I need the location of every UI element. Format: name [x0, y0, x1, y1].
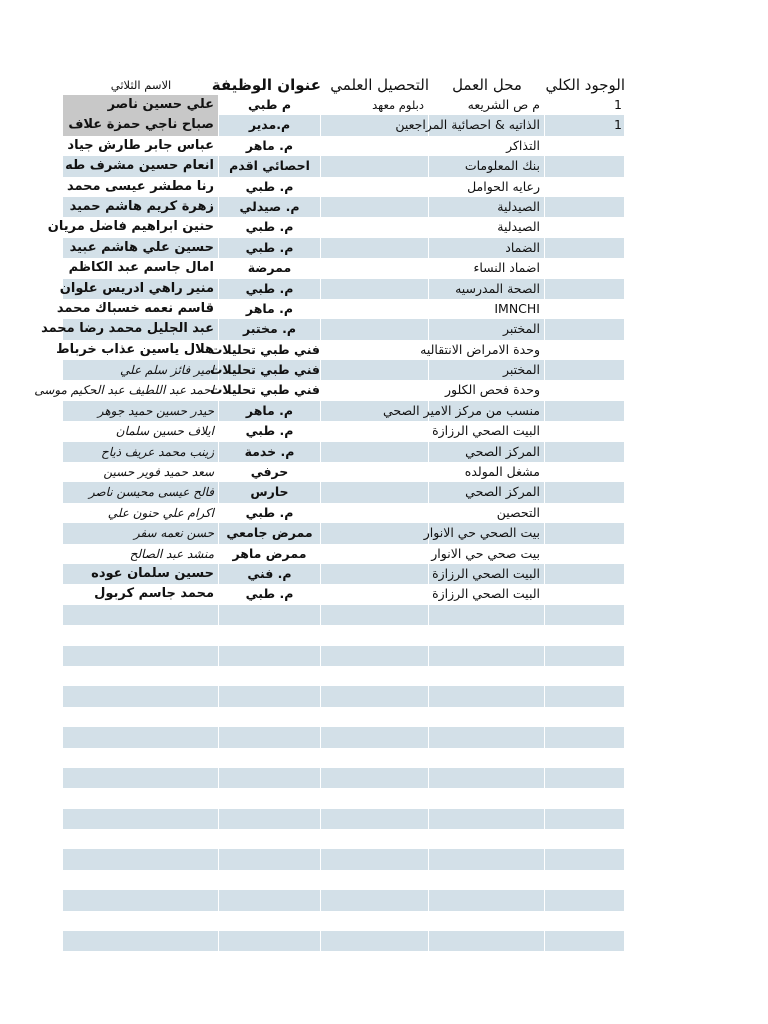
workplace-cell[interactable]	[429, 727, 545, 747]
qualification-cell[interactable]	[321, 768, 429, 788]
title-cell[interactable]: م. طبي	[219, 217, 321, 237]
count-cell[interactable]	[545, 911, 625, 931]
table-row	[63, 503, 625, 523]
name-cell[interactable]	[63, 686, 219, 706]
title-cell[interactable]: م. طبي	[219, 279, 321, 299]
name-cell[interactable]	[63, 788, 219, 808]
count-cell[interactable]	[545, 605, 625, 625]
name-cell[interactable]: امير فائز سلم علي	[63, 360, 219, 380]
title-cell[interactable]	[219, 748, 321, 768]
workplace-cell[interactable]	[429, 625, 545, 645]
qualification-cell[interactable]	[321, 911, 429, 931]
table-row	[63, 136, 625, 156]
title-cell[interactable]: م. ماهر	[219, 136, 321, 156]
header-qualification[interactable]: التحصيل العلمي	[330, 76, 429, 94]
title-cell[interactable]	[219, 666, 321, 686]
title-cell[interactable]: فني طبي تحليلات	[219, 380, 321, 400]
workplace-cell[interactable]: المختبر	[429, 319, 545, 339]
title-cell[interactable]: ممرض جامعي	[219, 523, 321, 543]
count-cell[interactable]	[545, 401, 625, 421]
workplace-cell[interactable]: البيت الصحي الرزازة	[429, 584, 545, 604]
count-cell[interactable]	[545, 319, 625, 339]
count-cell[interactable]	[545, 156, 625, 176]
name-cell[interactable]: حنين ابراهيم فاضل مريان	[63, 217, 219, 237]
table-row	[56, 299, 625, 319]
workplace-cell[interactable]	[429, 911, 545, 931]
workplace-cell[interactable]	[429, 707, 545, 727]
qualification-cell[interactable]	[321, 156, 429, 176]
name-cell[interactable]: فالح عيسى محيسن ناصر	[63, 482, 219, 502]
qualification-cell[interactable]	[321, 686, 429, 706]
name-cell[interactable]: هلال ياسين عذاب خرباط	[63, 340, 219, 360]
qualification-cell[interactable]	[321, 299, 429, 319]
title-cell[interactable]: م. طبي	[219, 584, 321, 604]
spreadsheet	[34, 72, 625, 951]
name-cell[interactable]	[63, 768, 219, 788]
name-cell[interactable]: رنا مطشر عيسى محمد	[63, 177, 219, 197]
count-value: 1	[614, 117, 622, 133]
qualification-cell[interactable]	[321, 523, 429, 543]
qualification-cell[interactable]	[321, 564, 429, 584]
name-cell[interactable]: عبد الجليل محمد رضا محمد	[63, 319, 219, 339]
name-cell[interactable]	[63, 911, 219, 931]
workplace-cell[interactable]	[429, 768, 545, 788]
name-cell[interactable]: سعد حميد فوير حسين	[63, 462, 219, 482]
table-row	[63, 686, 625, 706]
workplace-cell[interactable]	[429, 666, 545, 686]
name-cell[interactable]: احمد عبد اللطيف عبد الحكيم موسى	[63, 380, 219, 400]
workplace-cell[interactable]: رعايه الحوامل	[429, 177, 545, 197]
count-cell[interactable]	[545, 829, 625, 849]
qualification-cell[interactable]	[321, 177, 429, 197]
workplace-cell[interactable]	[429, 931, 545, 951]
title-cell[interactable]	[219, 768, 321, 788]
table-row	[63, 115, 625, 135]
qualification-cell[interactable]	[321, 829, 429, 849]
name-cell[interactable]	[63, 748, 219, 768]
table-row	[63, 646, 625, 666]
count-cell[interactable]	[545, 442, 625, 462]
table-row	[63, 360, 625, 380]
name-cell[interactable]	[63, 605, 219, 625]
qualification-cell[interactable]	[321, 625, 429, 645]
count-cell[interactable]	[545, 890, 625, 910]
name-cell[interactable]	[63, 870, 219, 890]
count-cell[interactable]	[545, 727, 625, 747]
name-cell[interactable]: صباح ناجي حمزة علاف	[63, 115, 219, 135]
count-cell[interactable]	[545, 625, 625, 645]
table-row	[63, 727, 625, 747]
qualification-cell[interactable]	[321, 503, 429, 523]
qualification-cell[interactable]	[321, 870, 429, 890]
count-cell[interactable]	[545, 788, 625, 808]
count-cell[interactable]	[545, 299, 625, 319]
count-cell[interactable]	[545, 931, 625, 951]
title-cell[interactable]: فني طبي تحليلات	[219, 340, 321, 360]
qualification-cell[interactable]	[321, 380, 429, 400]
workplace-cell[interactable]	[429, 686, 545, 706]
name-cell[interactable]: حسين سلمان عوده	[63, 564, 219, 584]
table-row	[34, 380, 625, 400]
name-cell[interactable]: زهرة كريم هاشم حميد	[63, 197, 219, 217]
header-title[interactable]: عنوان الوظيفة	[211, 76, 321, 94]
title-cell[interactable]: فني طبي تحليلات	[219, 360, 321, 380]
workplace-cell[interactable]: البيت الصحي الرزازة	[429, 421, 545, 441]
qualification-cell[interactable]	[321, 809, 429, 829]
table-row	[63, 442, 625, 462]
count-cell[interactable]	[545, 380, 625, 400]
name-cell[interactable]: اكرام علي حنون علي	[63, 503, 219, 523]
title-cell[interactable]	[219, 686, 321, 706]
table-row	[63, 707, 625, 727]
title-cell[interactable]	[219, 829, 321, 849]
workplace-cell[interactable]	[429, 890, 545, 910]
table-row	[59, 279, 625, 299]
workplace-cell[interactable]: الصيدلية	[429, 217, 545, 237]
name-cell[interactable]: زينب محمد عريف ذياح	[63, 442, 219, 462]
workplace-cell[interactable]: الصيدلية	[429, 197, 545, 217]
title-cell[interactable]: م. طبي	[219, 177, 321, 197]
qualification-cell[interactable]	[321, 646, 429, 666]
table-row	[63, 401, 625, 421]
table-row	[63, 177, 625, 197]
table-row	[63, 931, 625, 951]
name-cell[interactable]: ايلاف حسين سلمان	[63, 421, 219, 441]
table-row	[63, 625, 625, 645]
name-cell[interactable]	[63, 849, 219, 869]
count-cell[interactable]	[545, 258, 625, 278]
workplace-cell[interactable]: وحدة الامراض الانتقاليه	[429, 340, 545, 360]
qualification-cell[interactable]	[321, 217, 429, 237]
workplace-cell[interactable]: وحدة فحص الكلور	[429, 380, 545, 400]
table-row	[63, 197, 625, 217]
title-cell[interactable]: م. طبي	[219, 421, 321, 441]
title-cell[interactable]	[219, 809, 321, 829]
name-cell[interactable]: علي حسين ناصر	[63, 95, 219, 115]
name-cell[interactable]	[63, 829, 219, 849]
count-cell[interactable]	[545, 646, 625, 666]
name-cell[interactable]: محمد جاسم كربول	[63, 584, 219, 604]
title-cell[interactable]: م. ماهر	[219, 299, 321, 319]
header-workplace[interactable]: محل العمل	[452, 76, 522, 94]
title-cell[interactable]: م طبي	[219, 95, 321, 115]
workplace-cell[interactable]: المركز الصحي	[429, 442, 545, 462]
table-row	[63, 156, 625, 176]
title-cell[interactable]: م.مدير	[219, 115, 321, 135]
workplace-cell[interactable]: التذاكر	[429, 136, 545, 156]
table-row	[63, 421, 625, 441]
name-cell[interactable]: قاسم نعمه خسباك محمد	[63, 299, 219, 319]
workplace-cell[interactable]	[429, 788, 545, 808]
count-cell[interactable]	[545, 768, 625, 788]
name-cell[interactable]	[63, 646, 219, 666]
qualification-cell[interactable]	[321, 279, 429, 299]
table-row	[56, 340, 625, 360]
workplace-cell[interactable]: بيت صحي حي الانوار	[429, 544, 545, 564]
qualification-cell[interactable]: دبلوم معهد	[321, 95, 429, 115]
workplace-cell[interactable]	[429, 748, 545, 768]
table-row	[63, 911, 625, 931]
workplace-cell[interactable]: مشغل المولده	[429, 462, 545, 482]
qualification-cell[interactable]	[321, 462, 429, 482]
name-cell[interactable]: انعام حسين مشرف طه	[63, 156, 219, 176]
count-value: 1	[614, 97, 622, 112]
table-row	[63, 788, 625, 808]
workplace-cell[interactable]: بنك المعلومات	[429, 156, 545, 176]
title-cell[interactable]: م. طبي	[219, 503, 321, 523]
name-cell[interactable]	[63, 809, 219, 829]
workplace-cell[interactable]: التحصين	[429, 503, 545, 523]
title-cell[interactable]: ممرضة	[219, 258, 321, 278]
table-row	[41, 319, 625, 339]
qualification-cell[interactable]	[321, 707, 429, 727]
table-row	[63, 829, 625, 849]
qualification-cell[interactable]	[321, 849, 429, 869]
table-row	[63, 258, 625, 278]
table-row	[63, 605, 625, 625]
count-cell[interactable]	[545, 462, 625, 482]
name-cell[interactable]: حسين علي هاشم عبيد	[63, 238, 219, 258]
qualification-cell[interactable]	[321, 666, 429, 686]
header-name[interactable]: الاسم الثلاثي	[110, 78, 172, 92]
qualification-cell[interactable]	[321, 421, 429, 441]
title-cell[interactable]: م. صيدلي	[219, 197, 321, 217]
qualification-cell[interactable]	[321, 319, 429, 339]
workplace-cell[interactable]: الضماد	[429, 238, 545, 258]
qualification-cell[interactable]	[321, 544, 429, 564]
title-cell[interactable]	[219, 931, 321, 951]
header-existence[interactable]: الوجود الكلي	[545, 76, 625, 94]
title-cell[interactable]	[219, 911, 321, 931]
name-cell[interactable]	[63, 666, 219, 686]
workplace-cell[interactable]	[429, 646, 545, 666]
title-cell[interactable]: م. فني	[219, 564, 321, 584]
count-cell[interactable]	[545, 95, 625, 115]
workplace-cell[interactable]: الصحة المدرسيه	[429, 279, 545, 299]
qualification-cell[interactable]	[321, 727, 429, 747]
name-cell[interactable]: عباس جابر طارش جياد	[63, 136, 219, 156]
table-row	[63, 584, 625, 604]
qualification-cell[interactable]	[321, 258, 429, 278]
qualification-cell[interactable]	[321, 197, 429, 217]
table-row	[63, 95, 625, 115]
count-cell[interactable]	[545, 177, 625, 197]
workplace-cell[interactable]	[429, 849, 545, 869]
header-row	[63, 72, 625, 95]
qualification-cell[interactable]	[321, 442, 429, 462]
count-cell[interactable]	[545, 870, 625, 890]
workplace-cell[interactable]	[429, 605, 545, 625]
title-cell[interactable]: م. خدمة	[219, 442, 321, 462]
table-row	[63, 768, 625, 788]
name-cell[interactable]	[63, 890, 219, 910]
table-body	[34, 95, 625, 951]
qualification-cell[interactable]	[321, 748, 429, 768]
count-cell[interactable]	[545, 584, 625, 604]
workplace-cell[interactable]: اضماد النساء	[429, 258, 545, 278]
title-cell[interactable]	[219, 646, 321, 666]
qualification-cell[interactable]	[321, 136, 429, 156]
count-cell[interactable]	[545, 279, 625, 299]
name-cell[interactable]: امال جاسم عبد الكاظم	[63, 258, 219, 278]
table-row	[63, 462, 625, 482]
title-cell[interactable]: احصائي اقدم	[219, 156, 321, 176]
title-cell[interactable]	[219, 849, 321, 869]
workplace-cell[interactable]	[429, 870, 545, 890]
title-cell[interactable]: حارس	[219, 482, 321, 502]
title-cell[interactable]	[219, 605, 321, 625]
name-cell[interactable]: منشد عبد الصالح	[63, 544, 219, 564]
count-cell[interactable]	[545, 686, 625, 706]
table-row	[63, 482, 625, 502]
workplace-cell[interactable]: منسب من مركز الامير الصحي	[429, 401, 545, 421]
count-cell[interactable]	[545, 340, 625, 360]
count-cell[interactable]	[545, 666, 625, 686]
workplace-cell[interactable]: المركز الصحي	[429, 482, 545, 502]
title-cell[interactable]: م. طبي	[219, 238, 321, 258]
title-cell[interactable]: م. مختبر	[219, 319, 321, 339]
qualification-cell[interactable]	[321, 890, 429, 910]
table-row	[63, 809, 625, 829]
name-cell[interactable]: حيدر حسين حميد جوهر	[63, 401, 219, 421]
name-cell[interactable]: منير راهي ادريس علوان	[63, 279, 219, 299]
count-cell[interactable]	[545, 217, 625, 237]
workplace-cell[interactable]: م ص الشريعه	[429, 95, 545, 115]
qualification-cell[interactable]	[321, 340, 429, 360]
workplace-cell[interactable]: الذاتيه & احصائية المراجعين	[429, 115, 545, 135]
count-cell[interactable]	[545, 564, 625, 584]
title-cell[interactable]	[219, 870, 321, 890]
count-cell[interactable]	[545, 482, 625, 502]
name-cell[interactable]	[63, 727, 219, 747]
table-row	[63, 748, 625, 768]
count-cell[interactable]	[545, 360, 625, 380]
count-cell[interactable]	[545, 197, 625, 217]
name-cell[interactable]	[63, 931, 219, 951]
qualification-cell[interactable]	[321, 584, 429, 604]
qualification-cell[interactable]	[321, 788, 429, 808]
count-cell[interactable]	[545, 809, 625, 829]
count-cell[interactable]	[545, 238, 625, 258]
count-cell[interactable]	[545, 707, 625, 727]
qualification-cell[interactable]	[321, 238, 429, 258]
count-cell[interactable]	[545, 544, 625, 564]
count-cell[interactable]	[545, 748, 625, 768]
workplace-cell[interactable]: المختبر	[429, 360, 545, 380]
qualification-cell[interactable]	[321, 482, 429, 502]
table-row	[63, 544, 625, 564]
title-cell[interactable]: حرفي	[219, 462, 321, 482]
title-cell[interactable]	[219, 788, 321, 808]
title-cell[interactable]	[219, 727, 321, 747]
table-row	[63, 666, 625, 686]
title-cell[interactable]: ممرض ماهر	[219, 544, 321, 564]
qualification-cell[interactable]	[321, 360, 429, 380]
title-cell[interactable]: م. ماهر	[219, 401, 321, 421]
count-cell[interactable]	[545, 136, 625, 156]
name-cell[interactable]	[63, 625, 219, 645]
count-cell[interactable]	[545, 503, 625, 523]
workplace-cell[interactable]	[429, 809, 545, 829]
count-cell[interactable]	[545, 849, 625, 869]
table-row	[63, 564, 625, 584]
table-row	[63, 849, 625, 869]
count-cell[interactable]	[545, 115, 625, 135]
name-cell[interactable]: حسن نعمه سفر	[63, 523, 219, 543]
workplace-cell[interactable]: IMNCHI	[429, 299, 545, 319]
count-cell[interactable]	[545, 421, 625, 441]
count-cell[interactable]	[545, 523, 625, 543]
workplace-cell[interactable]: بيت الصحي حي الانوار	[429, 523, 545, 543]
title-cell[interactable]	[219, 625, 321, 645]
table-row	[63, 238, 625, 258]
title-cell[interactable]	[219, 707, 321, 727]
qualification-cell[interactable]	[321, 931, 429, 951]
name-cell[interactable]	[63, 707, 219, 727]
title-cell[interactable]	[219, 890, 321, 910]
workplace-cell[interactable]: البيت الصحي الرزازة	[429, 564, 545, 584]
workplace-cell[interactable]	[429, 829, 545, 849]
table-row	[63, 523, 625, 543]
table-row	[63, 890, 625, 910]
qualification-cell[interactable]	[321, 605, 429, 625]
table-row	[63, 870, 625, 890]
table-row	[47, 217, 625, 237]
